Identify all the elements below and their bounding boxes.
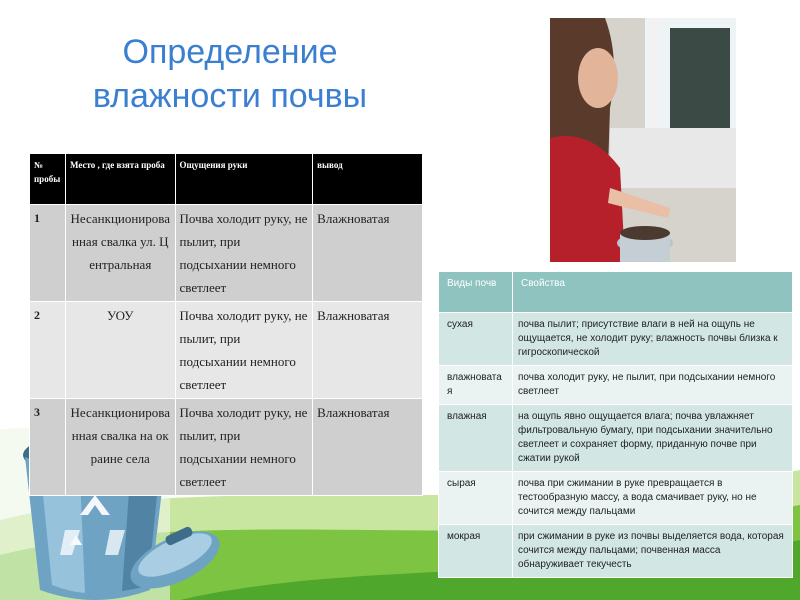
table-row bbox=[30, 399, 423, 496]
samples-table bbox=[29, 153, 423, 496]
table-row bbox=[439, 313, 793, 366]
sample-result: Влажноватая bbox=[313, 205, 423, 302]
soil-properties: почва холодит руку, не пылит, при подсыхании немного светлеет bbox=[513, 366, 793, 405]
sample-number: 2 bbox=[30, 302, 66, 399]
sample-feel: Почва холодит руку, не пылит, при подсыхании немного светлеет bbox=[175, 302, 313, 399]
table-row bbox=[439, 366, 793, 405]
sample-place: УОУ bbox=[65, 302, 175, 399]
header-soil-type: Виды почв bbox=[439, 272, 513, 313]
table-row bbox=[439, 405, 793, 472]
sample-feel: Почва холодит руку, не пылит, при подсыхании немного светлеет bbox=[175, 399, 313, 496]
header-hand-feel: Ощущения руки bbox=[175, 154, 313, 205]
header-result: вывод bbox=[313, 154, 423, 205]
sample-feel: Почва холодит руку, не пылит, при подсыхании немного светлеет bbox=[175, 205, 313, 302]
table-row bbox=[30, 205, 423, 302]
soil-types-table bbox=[438, 271, 793, 578]
soil-type: сухая bbox=[439, 313, 513, 366]
sample-number: 1 bbox=[30, 205, 66, 302]
table-row bbox=[30, 302, 423, 399]
soil-properties: на ощупь явно ощущается влага; почва увлажняет фильтровальную бумагу, при подсыхании значительно светлеет и сохраняет форму, приданную почве при сжатии рукой bbox=[513, 405, 793, 472]
table-row bbox=[439, 472, 793, 525]
sample-place: Несанкционированная свалка ул. Центральная bbox=[65, 205, 175, 302]
header-properties: Свойства bbox=[513, 272, 793, 313]
table-row bbox=[439, 525, 793, 578]
header-sample-number: № пробы bbox=[30, 154, 66, 205]
page-title: Определение влажности почвы bbox=[92, 33, 368, 115]
soil-type: сырая bbox=[439, 472, 513, 525]
soil-type: мокрая bbox=[439, 525, 513, 578]
soil-properties: почва при сжимании в руке превращается в тестообразную массу, а вода смачивает руку, но не сочится между пальцами bbox=[513, 472, 793, 525]
soil-type: влажная bbox=[439, 405, 513, 472]
soil-type: влажноватая bbox=[439, 366, 513, 405]
soil-properties: при сжимании в руке из почвы выделяется вода, которая сочится между пальцами; почвенная масса обнаруживает текучесть bbox=[513, 525, 793, 578]
soil-properties: почва пылит; присутствие влаги в ней на ощупь не ощущается, не холодит руку; влажность почвы близка к гигроскопической bbox=[513, 313, 793, 366]
sample-result: Влажноватая bbox=[313, 399, 423, 496]
sample-place: Несанкционированная свалка на окраине села bbox=[65, 399, 175, 496]
sample-result: Влажноватая bbox=[313, 302, 423, 399]
header-place: Место , где взята проба bbox=[65, 154, 175, 205]
student-soil-photo bbox=[550, 18, 736, 262]
sample-number: 3 bbox=[30, 399, 66, 496]
